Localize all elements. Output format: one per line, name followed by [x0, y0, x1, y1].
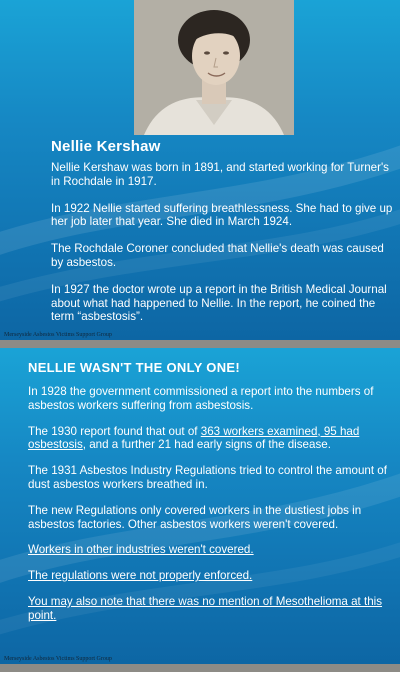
- slide-body: [51, 161, 396, 337]
- slide-body: [28, 385, 394, 635]
- slide-separator: [0, 664, 400, 672]
- slide-title: NELLIE WASN'T THE ONLY ONE!: [28, 360, 240, 375]
- slide-footer: Merseyside Asbestos Victims Support Group: [4, 332, 112, 338]
- paragraph-1930: [28, 425, 394, 453]
- not-enforced-link[interactable]: The regulations were not properly enforced.: [28, 569, 253, 583]
- other-industries-link[interactable]: Workers in other industries weren't covered.: [28, 543, 254, 557]
- text-segment: The 1930 report found that out of: [28, 424, 201, 438]
- slide-separator: [0, 340, 400, 348]
- workers-examined-link[interactable]: 363 workers examined, 95 had osbestosis: [28, 424, 360, 452]
- slide-not-the-only-one: [0, 348, 400, 664]
- paragraph-illness: In 1922 Nellie started suffering breathlessness. She had to give up her job later that year. She died in March 1924.: [51, 201, 393, 229]
- portrait-photo: [134, 0, 294, 135]
- paragraph-1928: In 1928 the government commissioned a report into the numbers of asbestos workers suffering from asbestosis.: [28, 385, 374, 412]
- slide-title: Nellie Kershaw: [51, 138, 161, 155]
- paragraph-coroner: The Rochdale Coroner concluded that Nellie's death was caused by asbestos.: [51, 242, 384, 269]
- paragraph-1931: The 1931 Asbestos Industry Regulations tried to control the amount of dust asbestos workers breathed in.: [28, 464, 387, 491]
- slide-footer: Merseyside Asbestos Victims Support Group: [4, 656, 112, 662]
- paragraph-regulations: The new Regulations only covered workers in the dustiest jobs in asbestos factories. Other asbestos workers weren't covered.: [28, 503, 362, 531]
- paragraph-birth: Nellie Kershaw was born in 1891, and started working for Turner's in Rochdale in 1917.: [51, 161, 389, 188]
- mesothelioma-link[interactable]: You may also note that there was no mention of Mesothelioma at this point.: [28, 594, 383, 622]
- paragraph-report: In 1927 the doctor wrote up a report in the British Medical Journal about what had happened to Nellie. In the report, he coined the term “asbestosis”.: [51, 282, 387, 324]
- text-segment: , and a further 21 had early signs of the disease.: [82, 438, 331, 452]
